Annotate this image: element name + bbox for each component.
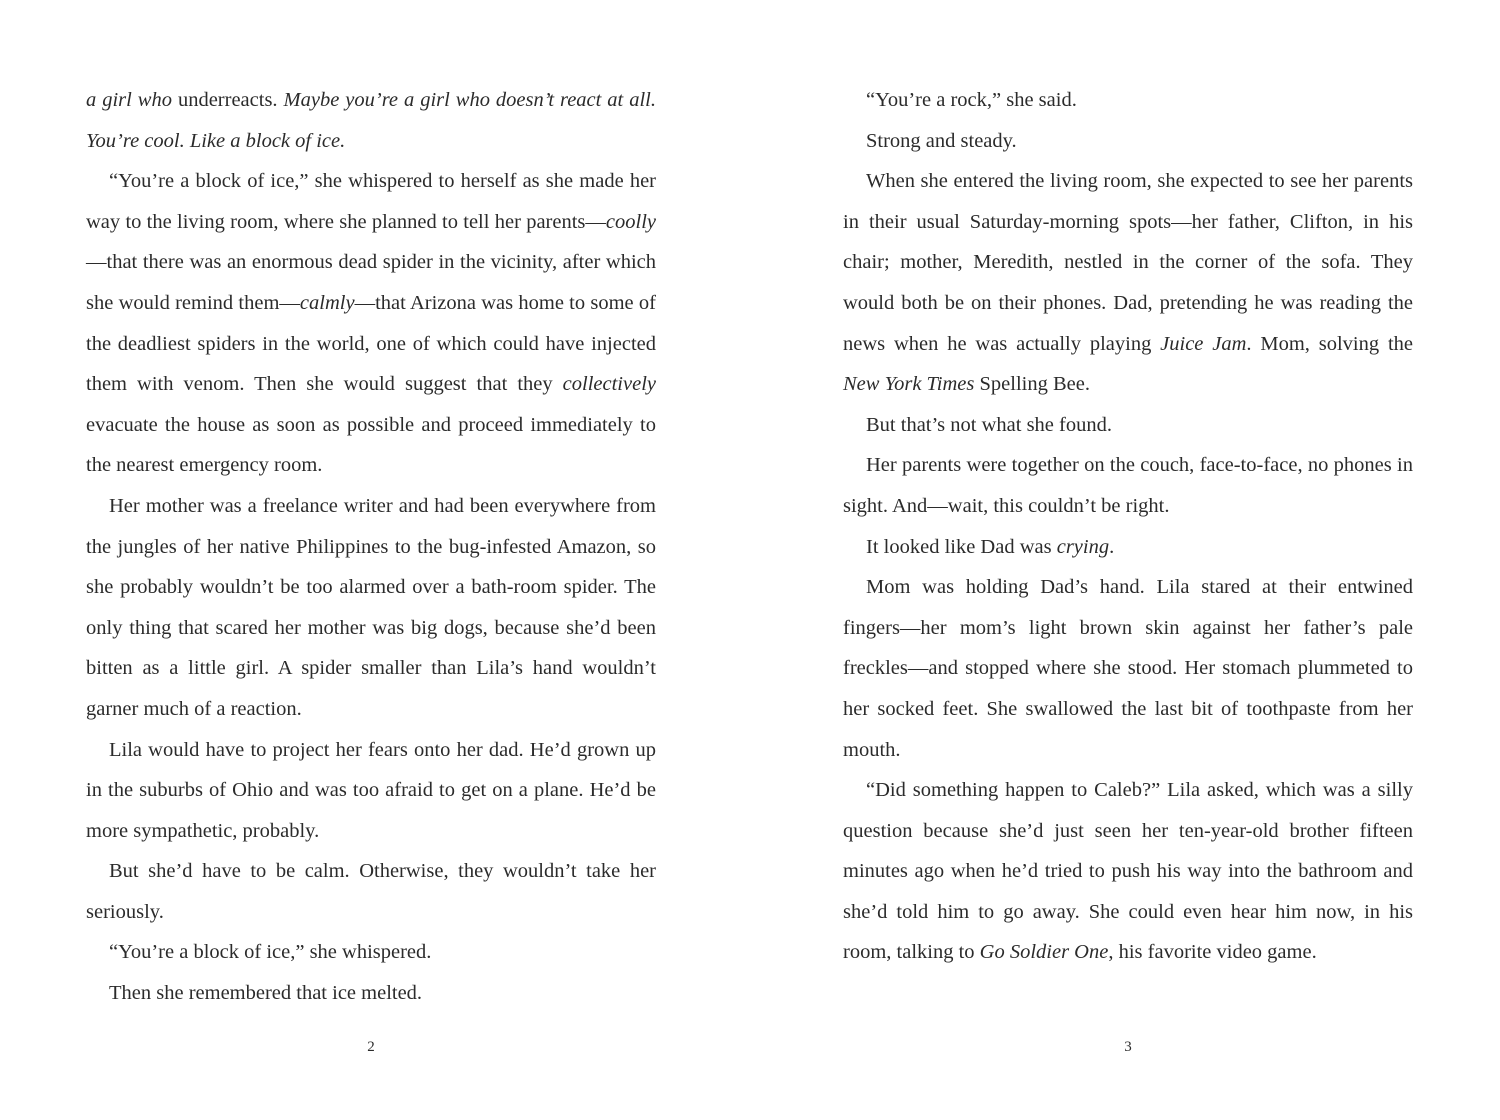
- paragraph: Strong and steady.: [866, 129, 1017, 152]
- page-number-right: 3: [1124, 1039, 1132, 1055]
- italic-text: collectively: [562, 373, 656, 396]
- italic-text: crying: [1056, 535, 1110, 558]
- italic-text: calmly: [299, 291, 355, 314]
- right-page-text: [843, 80, 1413, 973]
- paragraph: Then she remembered that ice melted.: [109, 982, 423, 1005]
- paragraph: “You’re a block of ice,” she whispered.: [109, 941, 432, 964]
- italic-text: coolly: [605, 210, 656, 233]
- italic-text: Maybe you’re a girl who doesn’t react at all. You’re cool. Like a block of ice.: [86, 89, 656, 152]
- paragraph: a girl who underreacts. Maybe you’re a girl who doesn’t react at all. You’re cool. Like a block of ice.: [86, 89, 656, 152]
- paragraph: But that’s not what she found.: [866, 413, 1112, 436]
- paragraph: When she entered the living room, she expected to see her parents in their usual Saturday-morning spots—her father, Clifton, in his chair; mother, Meredith, nestled in the corner of the sofa. They would both be on their phones. Dad, pretending he was reading the news when he was actually playing Juice Jam. Mom, solving the New York Times Spelling Bee.: [843, 170, 1413, 396]
- page-number-left: 2: [367, 1039, 375, 1055]
- italic-text: a girl who: [86, 89, 172, 111]
- paragraph: Mom was holding Dad’s hand. Lila stared at their entwined fingers—her mom’s light brown skin against her father’s pale freckles—and stopped where she stood. Her stomach plummeted to her socked feet. She swallowed the last bit of toothpaste from her mouth.: [843, 576, 1413, 761]
- left-page-text: [86, 80, 656, 1014]
- paragraph: Lila would have to project her fears onto her dad. He’d grown up in the suburbs of Ohio and was too afraid to get on a plane. He’d be more sympathetic, probably.: [86, 738, 656, 842]
- paragraph: “You’re a block of ice,” she whispered to herself as she made her way to the living room, where she planned to tell her parents—coolly—that there was an enormous dead spider in the vicinity, after which she would remind them—calmly—that Arizona was home to some of the deadliest spiders in the world, one of which could have injected them with venom. Then she would suggest that they collectively evacuate the house as soon as possible and proceed immediately to the nearest emergency room.: [86, 170, 656, 477]
- paragraph: “Did something happen to Caleb?” Lila asked, which was a silly question because she’d just seen her ten-year-old brother fifteen minutes ago when he’d tried to push his way into the bathroom and she’d told him to go away. She could even hear him now, in his room, talking to Go Soldier One, his favorite video game.: [843, 779, 1413, 964]
- italic-text: Juice Jam: [1160, 332, 1247, 355]
- italic-text: New York Times: [843, 373, 975, 396]
- paragraph: But she’d have to be calm. Otherwise, they wouldn’t take her seriously.: [86, 860, 656, 923]
- paragraph: Her mother was a freelance writer and had been everywhere from the jungles of her native Philippines to the bug-infested Amazon, so she probably wouldn’t be too alarmed over a bath-room spider. The only thing that scared her mother was big dogs, because she’d been bitten as a little girl. A spider smaller than Lila’s hand wouldn’t garner much of a reaction.: [86, 494, 656, 720]
- paragraph: It looked like Dad was crying.: [866, 535, 1115, 558]
- paragraph: “You’re a rock,” she said.: [866, 89, 1077, 111]
- italic-text: Go Soldier One: [979, 941, 1109, 964]
- paragraph: Her parents were together on the couch, face-to-face, no phones in sight. And—wait, this couldn’t be right.: [843, 454, 1413, 517]
